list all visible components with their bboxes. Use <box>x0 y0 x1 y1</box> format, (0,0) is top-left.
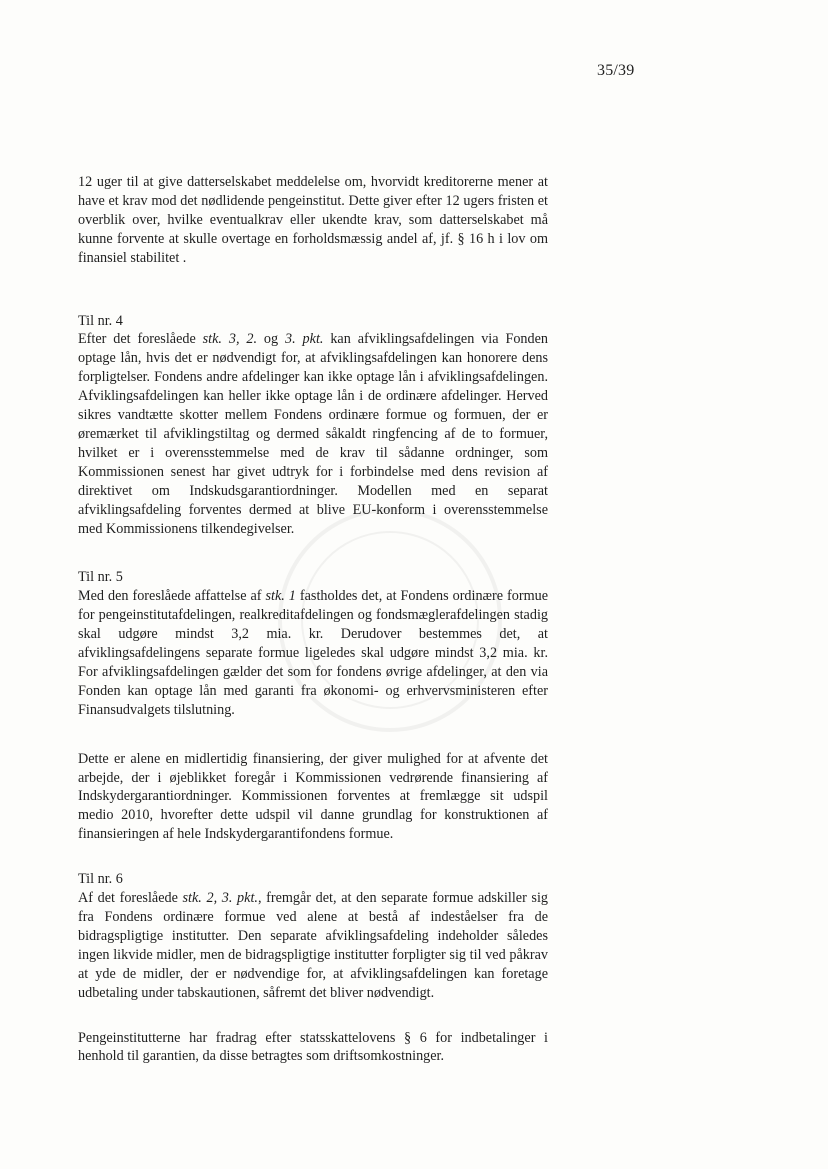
section-heading: Til nr. 6 <box>78 871 123 888</box>
section-nr-5 <box>78 568 548 719</box>
section-text: fastholdes det, at Fondens ordinære formue for pengeinstitutafdelingen, realkreditafdelingen og fondsmæglerafdelingen stadig skal udgøre mindst 3,2 mia. kr. Derudover bestemmes det, at afviklingsafdelingens separate formue ligeledes skal udgøre mindst 3,2 mia. kr. For afviklingsafdelingen gælder det som for fondens øvrige afdelinger, at den via Fonden kan optage lån med garanti fra økonomi- og erhvervsministeren efter Finansudvalgets tilslutning. <box>78 588 548 718</box>
section-lead: Af det foreslåede <box>78 890 183 907</box>
section-text: kan afviklingsafdelingen via Fonden optage lån, hvis det er nødvendigt for, at afviklingsafdelingen kan honorere dens forpligtelser. Fondens andre afdelinger kan ikke optage lån i afviklingsafdelingen. Afviklingsafdelingen kan heller ikke optage lån i de ordinære afdelinger. Herved sikres vandtætte skotter mellem Fondens ordinære formue og formuen, der er øremærket til afviklingstiltag og dermed såkaldt ringfencing af de to formuer, hvilket er i overensstemmelse med de krav til sådanne ordninger, som Kommissionen senest har givet udtryk for i forbindelse med dens revision af direktivet om Indskudsgarantiordninger. Modellen med en separat afviklingsafdeling forventes dermed at blive EU-konform i overensstemmelse med Kommissionens tilkendegivelser. <box>78 331 549 537</box>
financing-paragraph: Dette er alene en midlertidig finansiering, der giver mulighed for at afvente det arbejde, der i øjeblikket foregår i Kommissionen vedrørende finansiering af Indskydergarantiordninger. Kommissionen forventes at fremlægge sit udspil medio 2010, hvorefter dette udspil vil danne grundlag for konstruktionen af finansieringen af hele Indskydergarantifondens formue. <box>78 750 548 843</box>
document-body <box>78 173 548 1086</box>
section-heading: Til nr. 4 <box>78 312 123 329</box>
section-nr-6 <box>78 870 548 1002</box>
section-body <box>78 587 548 719</box>
section-ref: stk. 1 <box>265 588 296 605</box>
intro-paragraph: 12 uger til at give datterselskabet meddelelse om, hvorvidt kreditorerne mener at have et krav mod det nødlidende pengeinstitut. Dette giver efter 12 ugers fristen et overblik over, hvilke eventualkrav eller ukendte krav, som datterselskabet må kunne forvente at skulle overtage en forholdsmæssig andel af, jf. § 16 h i lov om finansiel stabilitet . <box>78 174 548 266</box>
tax-paragraph: Pengeinstitutterne har fradrag efter statsskattelovens § 6 for indbetalinger i henhold til garantien, da disse betragtes som driftsomkostninger. <box>78 1029 548 1065</box>
section-text: , fremgår det, at den separate formue adskiller sig fra Fondens ordinære formue ved alene at bestå af indeståelser fra de bidragspligtige institutter. Den separate afviklingsafdeling indeholder således ingen likvide midler, men de bidragspligtige institutter forpligter sig til ved påkrav at yde de midler, der er nødvendige for, at afviklingsafdelingen kan foretage udbetaling under tabskautionen, såfremt det bliver nødvendigt. <box>78 890 548 1001</box>
section-lead: Med den foreslåede affattelse af <box>78 588 266 605</box>
section-body <box>78 330 548 538</box>
section-heading: Til nr. 5 <box>78 569 123 586</box>
section-ref: stk. 3, 2. <box>202 331 258 348</box>
section-ref: stk. 2, 3. pkt. <box>182 890 258 907</box>
page-number: 35/39 <box>597 62 635 79</box>
section-nr-4 <box>78 312 548 539</box>
section-lead: Efter det foreslåede <box>78 331 203 348</box>
section-mid: og <box>257 331 286 348</box>
section-ref: 3. pkt. <box>285 331 324 348</box>
section-body <box>78 889 548 1002</box>
